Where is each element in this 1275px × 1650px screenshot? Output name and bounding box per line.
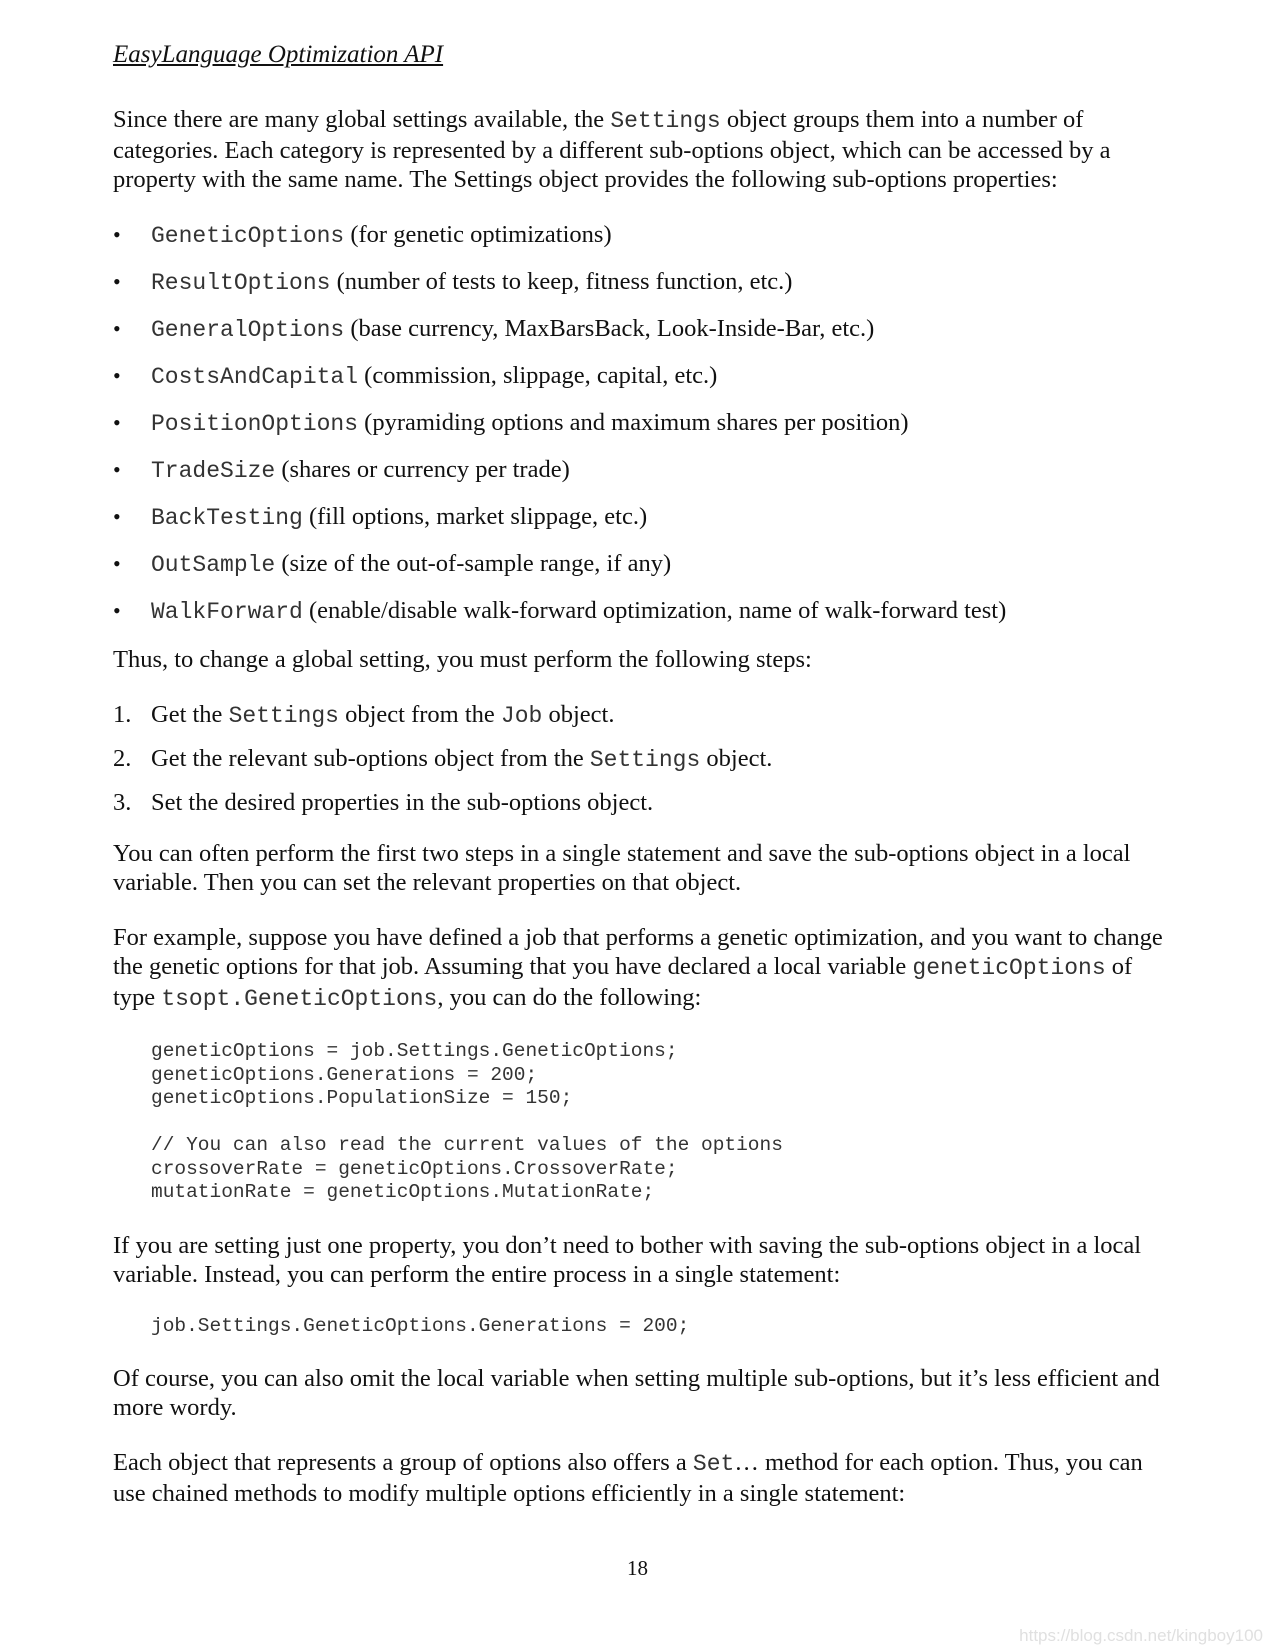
example-text-1: For example, suppose you have defined a job that performs a genetic optimization, and you want to change the genetic options for that job. Assuming that you have declared a local variable <box>113 924 1163 980</box>
list-item-code: BackTesting <box>151 505 303 531</box>
paragraph-chained-methods <box>113 1448 1173 1508</box>
chained-code-set: Set <box>692 1451 735 1477</box>
intro-paragraph <box>113 105 1173 194</box>
list-item <box>113 549 1173 580</box>
list-item-desc: (size of the out-of-sample range, if any) <box>275 550 672 577</box>
step-text: object. <box>700 745 773 772</box>
paragraph-single-statement: If you are setting just one property, you don’t need to bother with saving the sub-options object in a local variable. Instead, you can perform the entire process in a single statement: <box>113 1231 1142 1288</box>
step-item <box>113 788 1173 817</box>
step-code: Job <box>500 703 543 729</box>
bullet-icon: • <box>113 457 121 482</box>
list-item-desc: (number of tests to keep, fitness function, etc.) <box>330 268 793 295</box>
document-page <box>113 40 1173 1534</box>
example-text-2: of type <box>113 953 1133 1011</box>
list-item-desc: (base currency, MaxBarsBack, Look-Inside-Bar, etc.) <box>344 315 875 342</box>
list-item <box>113 502 1173 533</box>
paragraph-often: You can often perform the first two steps in a single statement and save the sub-options object in a local variable. Then you can set the relevant properties on that object. <box>113 840 1131 896</box>
list-item <box>113 267 1173 298</box>
bullet-icon: • <box>113 598 121 623</box>
list-item <box>113 596 1173 627</box>
step-text: object. <box>542 701 615 728</box>
code-block-genetic-options: geneticOptions = job.Settings.GeneticOptions; geneticOptions.Generations = 200; geneticOptions.PopulationSize = 150; // You can also read the current values of the options crossoverRate = geneticOptions.CrossoverRate; mutationRate = geneticOptions.MutationRate; <box>151 1040 783 1203</box>
bullet-icon: • <box>113 551 121 576</box>
chained-text-2: … method for each option. Thus, you can use chained methods to modify multiple options efficiently in a single statement: <box>113 1449 1143 1507</box>
step-code: Settings <box>228 703 339 729</box>
list-item-code: GeneralOptions <box>151 317 345 343</box>
steps-list <box>113 700 1173 817</box>
list-item-desc: (shares or currency per trade) <box>275 456 570 483</box>
chained-text-1: Each object that represents a group of options also offers a <box>113 1449 693 1476</box>
step-text: object from the <box>338 701 501 728</box>
code-block-single-statement: job.Settings.GeneticOptions.Generations = 200; <box>151 1314 690 1337</box>
step-item <box>113 744 1173 775</box>
list-item <box>113 220 1173 251</box>
intro-code-settings: Settings <box>610 108 721 134</box>
sub-options-list <box>113 220 1173 627</box>
list-item <box>113 408 1173 439</box>
step-text: Set the desired properties in the sub-options object. <box>151 789 654 816</box>
step-text: Get the <box>151 701 229 728</box>
list-item-code: TradeSize <box>151 458 276 484</box>
watermark: https://blog.csdn.net/kingboy100 <box>1019 1626 1263 1645</box>
list-item-code: CostsAndCapital <box>151 364 359 390</box>
list-item-code: WalkForward <box>151 599 303 625</box>
steps-intro: Thus, to change a global setting, you must perform the following steps: <box>113 646 812 673</box>
step-code: Settings <box>589 747 701 773</box>
paragraph-of-course: Of course, you can also omit the local variable when setting multiple sub-options, but it’s less efficient and more wordy. <box>113 1365 1160 1421</box>
bullet-icon: • <box>113 269 121 294</box>
example-code-type: tsopt.GeneticOptions <box>161 986 438 1012</box>
list-item-desc: (fill options, market slippage, etc.) <box>302 503 648 530</box>
page-number: 18 <box>627 1556 648 1580</box>
step-number: 3. <box>113 789 132 816</box>
bullet-icon: • <box>113 222 121 247</box>
bullet-icon: • <box>113 410 121 435</box>
step-item <box>113 700 1173 731</box>
step-number: 2. <box>113 745 132 772</box>
list-item-desc: (commission, slippage, capital, etc.) <box>358 362 718 389</box>
paragraph-example <box>113 923 1173 1014</box>
list-item-code: GeneticOptions <box>151 223 345 249</box>
running-header: EasyLanguage Optimization API <box>113 41 444 68</box>
step-number: 1. <box>113 701 132 728</box>
list-item-code: PositionOptions <box>151 411 359 437</box>
list-item-desc: (pyramiding options and maximum shares per position) <box>358 409 909 436</box>
intro-text-1: Since there are many global settings available, the <box>113 106 611 133</box>
list-item-desc: (for genetic optimizations) <box>344 221 612 248</box>
list-item <box>113 455 1173 486</box>
bullet-icon: • <box>113 363 121 388</box>
intro-text-2: object groups them into a number of categories. Each category is represented by a different sub-options object, which can be accessed by a property with the same name. The Settings object provides the following sub-options properties: <box>113 106 1111 193</box>
list-item-code: ResultOptions <box>151 270 331 296</box>
list-item <box>113 361 1173 392</box>
bullet-icon: • <box>113 504 121 529</box>
step-text: Get the relevant sub-options object from the <box>151 745 590 772</box>
bullet-icon: • <box>113 316 121 341</box>
list-item-desc: (enable/disable walk-forward optimization, name of walk-forward test) <box>302 597 1007 624</box>
example-text-3: , you can do the following: <box>437 984 702 1011</box>
example-code-variable: geneticOptions <box>912 955 1106 981</box>
list-item-code: OutSample <box>151 552 276 578</box>
list-item <box>113 314 1173 345</box>
